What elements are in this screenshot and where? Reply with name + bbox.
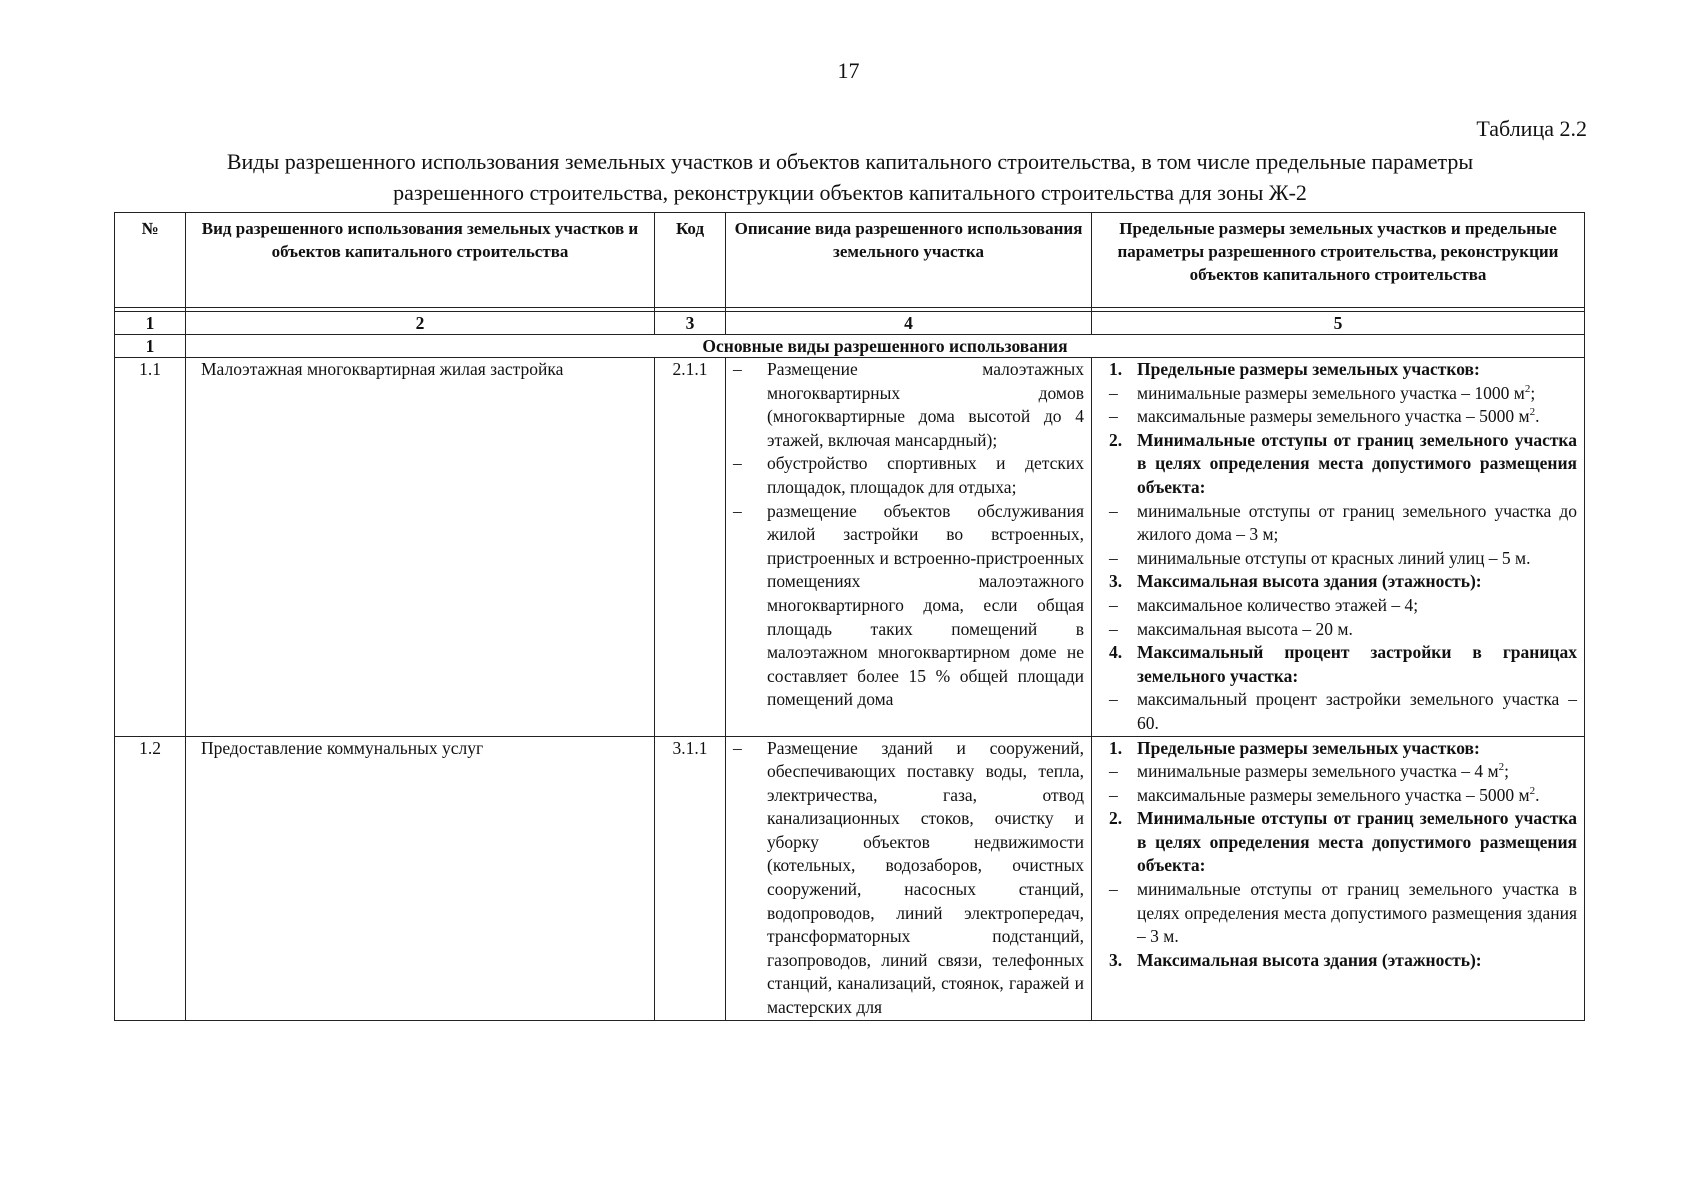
row-code: 2.1.1 xyxy=(655,358,726,737)
list-item: – максимальные размеры земельного участка – 5000 $м^2$. xyxy=(1109,784,1540,805)
row-params xyxy=(1092,358,1585,737)
list-item: – минимальные размеры земельного участка – 1000 $м^2$; xyxy=(1109,382,1536,403)
list-item: – размещение объектов обслуживания жилой застройки во встроенных, пристроенных и встроенно-пристроенных помещениях малоэтажного многоквартирного дома, если общая площадь таких помещений в малоэтажном многоквартирном доме не составляет более 15 % общей площади помещений дома xyxy=(733,500,1084,710)
header-no: № xyxy=(115,213,186,308)
column-numbers-row xyxy=(115,312,1585,335)
header-params: Предельные размеры земельных участков и предельные параметры разрешенного строительства, реконструкции объектов капитального строительства xyxy=(1092,213,1585,308)
list-item: – обустройство спортивных и детских площадок, площадок для отдыха; xyxy=(733,453,1084,497)
list-item: – максимальные размеры земельного участка – 5000 $м^2$. xyxy=(1109,406,1540,427)
param-heading: 1. Предельные размеры земельных участков: xyxy=(1109,737,1480,758)
row-code: 3.1.1 xyxy=(655,736,726,1020)
row-kind: Предоставление коммунальных услуг xyxy=(186,736,655,1020)
header-description: Описание вида разрешенного использования земельного участка xyxy=(726,213,1092,308)
row-kind: Малоэтажная многоквартирная жилая застройка xyxy=(186,358,655,737)
param-heading: 2. Минимальные отступы от границ земельного участка в целях определения места допустимого размещения объекта: xyxy=(1109,808,1577,876)
row-description xyxy=(726,358,1092,737)
table-label: Таблица 2.2 xyxy=(1476,116,1587,141)
param-heading: 3. Максимальная высота здания (этажность): xyxy=(1109,571,1482,592)
header-row xyxy=(115,213,1585,308)
row-number: 1.1 xyxy=(115,358,186,737)
land-use-table xyxy=(114,212,1585,1021)
page-number: 17 xyxy=(837,58,860,83)
row-params xyxy=(1092,736,1585,1020)
list-item: – минимальные отступы от границ земельного участка в целях определения места допустимого размещения здания – 3 м. xyxy=(1109,879,1577,947)
table-title xyxy=(150,146,1550,208)
table-title-line-1: Виды разрешенного использования земельных участков и объектов капитального строительства, в том числе предельные параметры xyxy=(226,149,1474,174)
col-number: 2 xyxy=(186,312,655,335)
list-item: – минимальные отступы от границ земельного участка до жилого дома – 3 м; xyxy=(1109,500,1577,545)
row-number: 1.2 xyxy=(115,736,186,1020)
col-number: 3 xyxy=(655,312,726,335)
table-row xyxy=(115,358,1585,737)
list-item: – максимальный процент застройки земельного участка – 60. xyxy=(1109,689,1577,733)
param-heading: 4. Максимальный процент застройки в границах земельного участка: xyxy=(1109,642,1577,686)
param-heading: 3. Максимальная высота здания (этажность): xyxy=(1109,949,1482,970)
param-heading: 2. Минимальные отступы от границ земельного участка в целях определения места допустимого размещения объекта: xyxy=(1109,429,1577,497)
list-item: – максимальная высота – 20 м. xyxy=(1109,618,1353,639)
section-title: Основные виды разрешенного использования xyxy=(186,335,1585,358)
col-number: 4 xyxy=(726,312,1092,335)
table-row xyxy=(115,736,1585,1020)
list-item: – минимальные отступы от красных линий улиц – 5 м. xyxy=(1109,547,1531,568)
col-number: 1 xyxy=(115,312,186,335)
section-row xyxy=(115,335,1585,358)
col-number: 5 xyxy=(1092,312,1585,335)
header-kind: Вид разрешенного использования земельных участков и объектов капитального строительства xyxy=(186,213,655,308)
table-title-line-2: разрешенного строительства, реконструкции объектов капитального строительства для зоны Ж-2 xyxy=(393,180,1307,205)
list-item: – максимальное количество этажей – 4; xyxy=(1109,594,1419,615)
list-item: – минимальные размеры земельного участка – 4 $м^2$; xyxy=(1109,761,1509,782)
section-number: 1 xyxy=(115,335,186,358)
list-item: – Размещение зданий и сооружений, обеспечивающих поставку воды, тепла, электричества, газа, отвод канализационных стоков, очистку и уборку объектов недвижимости (котельных, водозаборов, очистных сооружений, насосных станций, водопроводов, линий электропередач, трансформаторных подстанций, газопроводов, линий связи, телефонных станций, канализаций, стоянок, гаражей и мастерских для xyxy=(733,737,1084,1018)
row-description xyxy=(726,736,1092,1020)
header-code: Код xyxy=(655,213,726,308)
list-item: – Размещение малоэтажных многоквартирных домов (многоквартирные дома высотой до 4 этажей, включая мансардный); xyxy=(733,359,1084,450)
param-heading: 1. Предельные размеры земельных участков: xyxy=(1109,359,1480,379)
